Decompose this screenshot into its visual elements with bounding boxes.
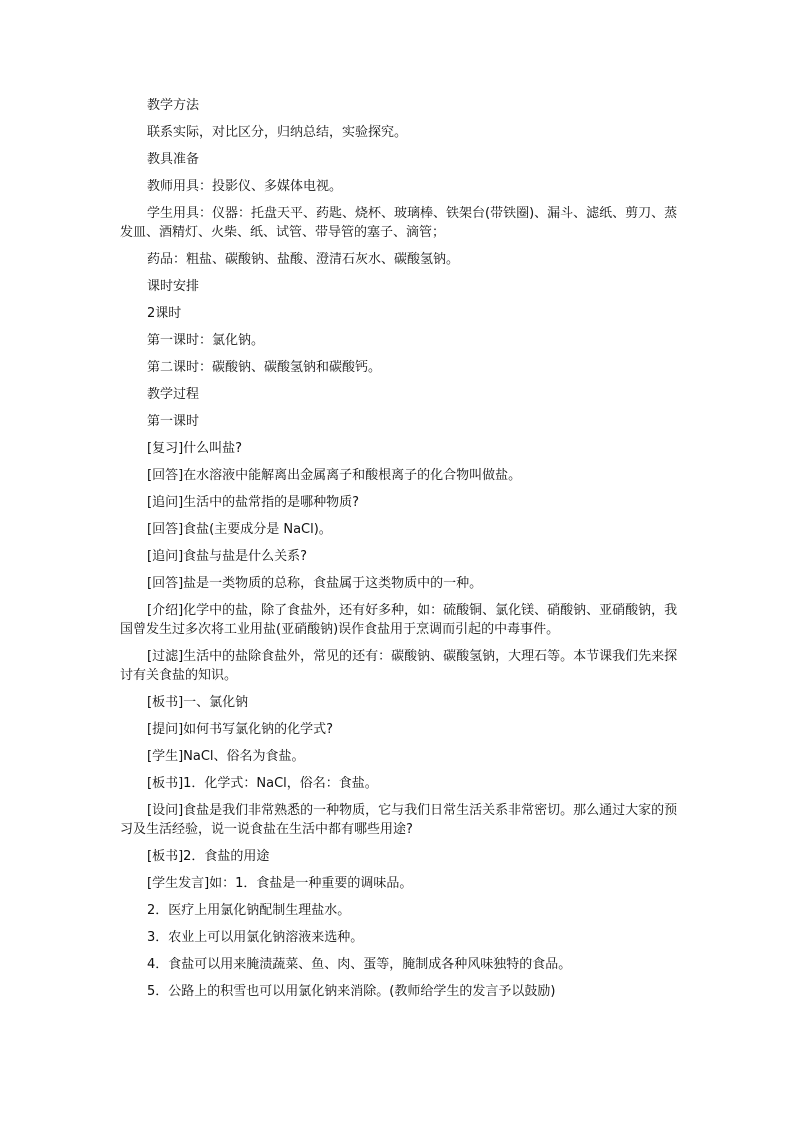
- paragraph-question-formula: [提问]如何书写氯化钠的化学式?: [147, 722, 334, 737]
- paragraph-teacher-equipment: 教师用具：投影仪、多媒体电视。: [147, 179, 343, 194]
- paragraph-process-heading: 教学过程: [147, 387, 200, 402]
- paragraph-answer-3: [回答]盐是一类物质的总称，食盐属于这类物质中的一种。: [147, 576, 483, 591]
- paragraph-use-5: 5．公路上的积雪也可以用氯化钠来消除。(教师给学生的发言予以鼓励): [147, 984, 556, 999]
- paragraph-transition: [过滤]生活中的盐除食盐外，常见的还有：碳酸钠、碳酸氢钠，大理石等。本节课我们先来探讨有关食盐的知识。: [120, 649, 678, 683]
- paragraph-introduction: [介绍]化学中的盐，除了食盐外，还有好多种，如：硫酸铜、氯化镁、硝酸钠、亚硝酸钠，我国曾发生过多次将工业用盐(亚硝酸钠)误作食盐用于烹调而引起的中毒事件。: [120, 603, 678, 637]
- paragraph-schedule-heading: 课时安排: [147, 279, 200, 294]
- paragraph-first-lesson-heading: 第一课时: [147, 414, 200, 429]
- paragraph-board-uses: [板书]2．食盐的用途: [147, 849, 270, 864]
- paragraph-answer-1: [回答]在水溶液中能解离出金属离子和酸根离子的化合物叫做盐。: [147, 468, 522, 483]
- paragraph-student-use-1: [学生发言]如：1．食盐是一种重要的调味品。: [147, 876, 413, 891]
- document-body: [120, 96, 680, 1009]
- paragraph-board-1: [板书]一、氯化钠: [147, 695, 249, 710]
- paragraph-use-2: 2．医疗上用氯化钠配制生理盐水。: [147, 903, 351, 918]
- paragraph-review: [复习]什么叫盐?: [147, 441, 243, 456]
- paragraph-set-question: [设问]食盐是我们非常熟悉的一种物质，它与我们日常生活关系非常密切。那么通过大家的预习及生活经验，说一说食盐在生活中都有哪些用途?: [120, 803, 678, 837]
- paragraph-second-lesson: 第二课时：碳酸钠、碳酸氢钠和碳酸钙。: [147, 360, 382, 375]
- paragraph-student-equipment: 学生用具：仪器：托盘天平、药匙、烧杯、玻璃棒、铁架台(带铁圈)、漏斗、滤纸、剪刀、蒸发皿、酒精灯、火柴、纸、试管、带导管的塞子、滴管；: [120, 206, 678, 240]
- paragraph-equipment-heading: 教具准备: [147, 152, 200, 167]
- paragraph-use-4: 4．食盐可以用来腌渍蔬菜、鱼、肉、蛋等，腌制成各种风味独特的食品。: [147, 957, 572, 972]
- paragraph-teaching-methods: 联系实际，对比区分，归纳总结，实验探究。: [147, 125, 408, 140]
- paragraph-first-lesson: 第一课时：氯化钠。: [147, 333, 265, 348]
- paragraph-followup-1: [追问]生活中的盐常指的是哪种物质?: [147, 495, 360, 510]
- paragraph-followup-2: [追问]食盐与盐是什么关系?: [147, 549, 308, 564]
- paragraph-teaching-methods-heading: 教学方法: [147, 98, 200, 113]
- paragraph-reagents: 药品：粗盐、碳酸钠、盐酸、澄清石灰水、碳酸氢钠。: [147, 252, 460, 267]
- paragraph-student-formula: [学生]NaCl、俗名为食盐。: [147, 749, 305, 764]
- paragraph-answer-2: [回答]食盐(主要成分是 NaCl)。: [147, 522, 332, 537]
- paragraph-board-formula: [板书]1．化学式：NaCl，俗名：食盐。: [147, 776, 378, 791]
- paragraph-use-3: 3．农业上可以用氯化钠溶液来选种。: [147, 930, 364, 945]
- paragraph-lesson-count: 2课时: [147, 306, 182, 321]
